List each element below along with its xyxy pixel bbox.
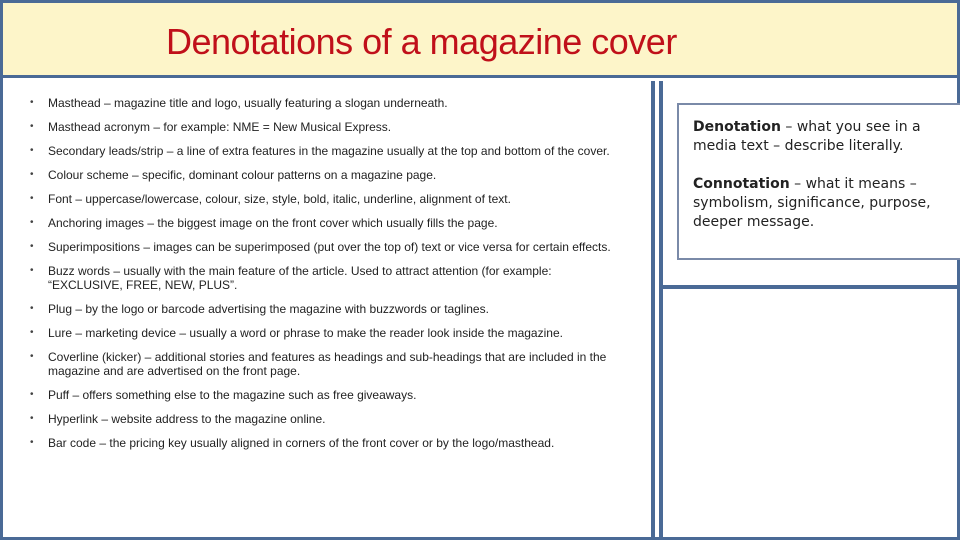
list-item xyxy=(28,216,628,230)
list-item-text: Masthead – magazine title and logo, usually featuring a slogan underneath. xyxy=(48,96,448,110)
list-item xyxy=(28,264,628,292)
list-item xyxy=(28,388,628,402)
bullet-icon: • xyxy=(30,121,34,132)
list-item-text: Masthead acronym – for example: NME = New Musical Express. xyxy=(48,120,392,134)
denotation-term: Denotation xyxy=(693,119,781,135)
list-item xyxy=(28,240,628,254)
list-item-text: Coverline (kicker) – additional stories and features as headings and sub-headings that are included in the magazine and are advertised on the front page. xyxy=(48,350,607,378)
list-item-text: Superimpositions – images can be superimposed (put over the top of) text or vice versa for certain effects. xyxy=(48,240,611,254)
bullet-icon: • xyxy=(30,97,34,108)
list-item-text: Hyperlink – website address to the magazine online. xyxy=(48,412,326,426)
list-item xyxy=(28,120,628,134)
bullet-icon: • xyxy=(30,145,34,156)
list-item-text: Secondary leads/strip – a line of extra features in the magazine usually at the top and bottom of the cover. xyxy=(48,144,610,158)
list-item xyxy=(28,436,628,450)
bullet-icon: • xyxy=(30,265,34,276)
list-item-text: Plug – by the logo or barcode advertising the magazine with buzzwords or taglines. xyxy=(48,302,489,316)
connotation-text: – what it means – symbolism, significance, purpose, deeper message. xyxy=(693,176,931,230)
list-item xyxy=(28,192,628,206)
slide-title: Denotations of a magazine cover xyxy=(166,21,677,62)
panel-divider xyxy=(659,81,663,537)
list-item xyxy=(28,144,628,158)
bullet-icon: • xyxy=(30,413,34,424)
bullet-icon: • xyxy=(30,169,34,180)
title-banner xyxy=(3,3,957,78)
bullet-icon: • xyxy=(30,351,34,362)
list-item xyxy=(28,96,628,110)
bullet-icon: • xyxy=(30,241,34,252)
list-item-text: Colour scheme – specific, dominant colour patterns on a magazine page. xyxy=(48,168,437,182)
definitions-box xyxy=(677,103,960,260)
list-item xyxy=(28,412,628,426)
right-panel-divider xyxy=(663,285,957,289)
list-item-text: Bar code – the pricing key usually aligned in corners of the front cover or by the logo/masthead. xyxy=(48,436,555,450)
list-item-text: Font – uppercase/lowercase, colour, size, style, bold, italic, underline, alignment of text. xyxy=(48,192,511,206)
list-item-text: Lure – marketing device – usually a word or phrase to make the reader look inside the magazine. xyxy=(48,326,563,340)
list-item xyxy=(28,350,628,378)
list-item xyxy=(28,326,628,340)
list-item-text: Buzz words – usually with the main feature of the article. Used to attract attention (for example: “EXCLUSIVE, FREE, NEW, PLUS”. xyxy=(48,264,552,292)
denotation-definition xyxy=(693,118,951,156)
list-item xyxy=(28,302,628,316)
connotation-term: Connotation xyxy=(693,176,790,192)
connotation-definition xyxy=(693,175,951,232)
bullet-icon: • xyxy=(30,193,34,204)
bullet-icon: • xyxy=(30,437,34,448)
bullet-icon: • xyxy=(30,303,34,314)
list-item xyxy=(28,168,628,182)
bullet-icon: • xyxy=(30,327,34,338)
bullet-icon: • xyxy=(30,217,34,228)
list-item-text: Puff – offers something else to the magazine such as free giveaways. xyxy=(48,388,417,402)
denotation-text: – what you see in a media text – describe literally. xyxy=(693,119,921,154)
bullet-icon: • xyxy=(30,389,34,400)
list-item-text: Anchoring images – the biggest image on the front cover which usually fills the page. xyxy=(48,216,498,230)
features-list xyxy=(28,96,628,460)
